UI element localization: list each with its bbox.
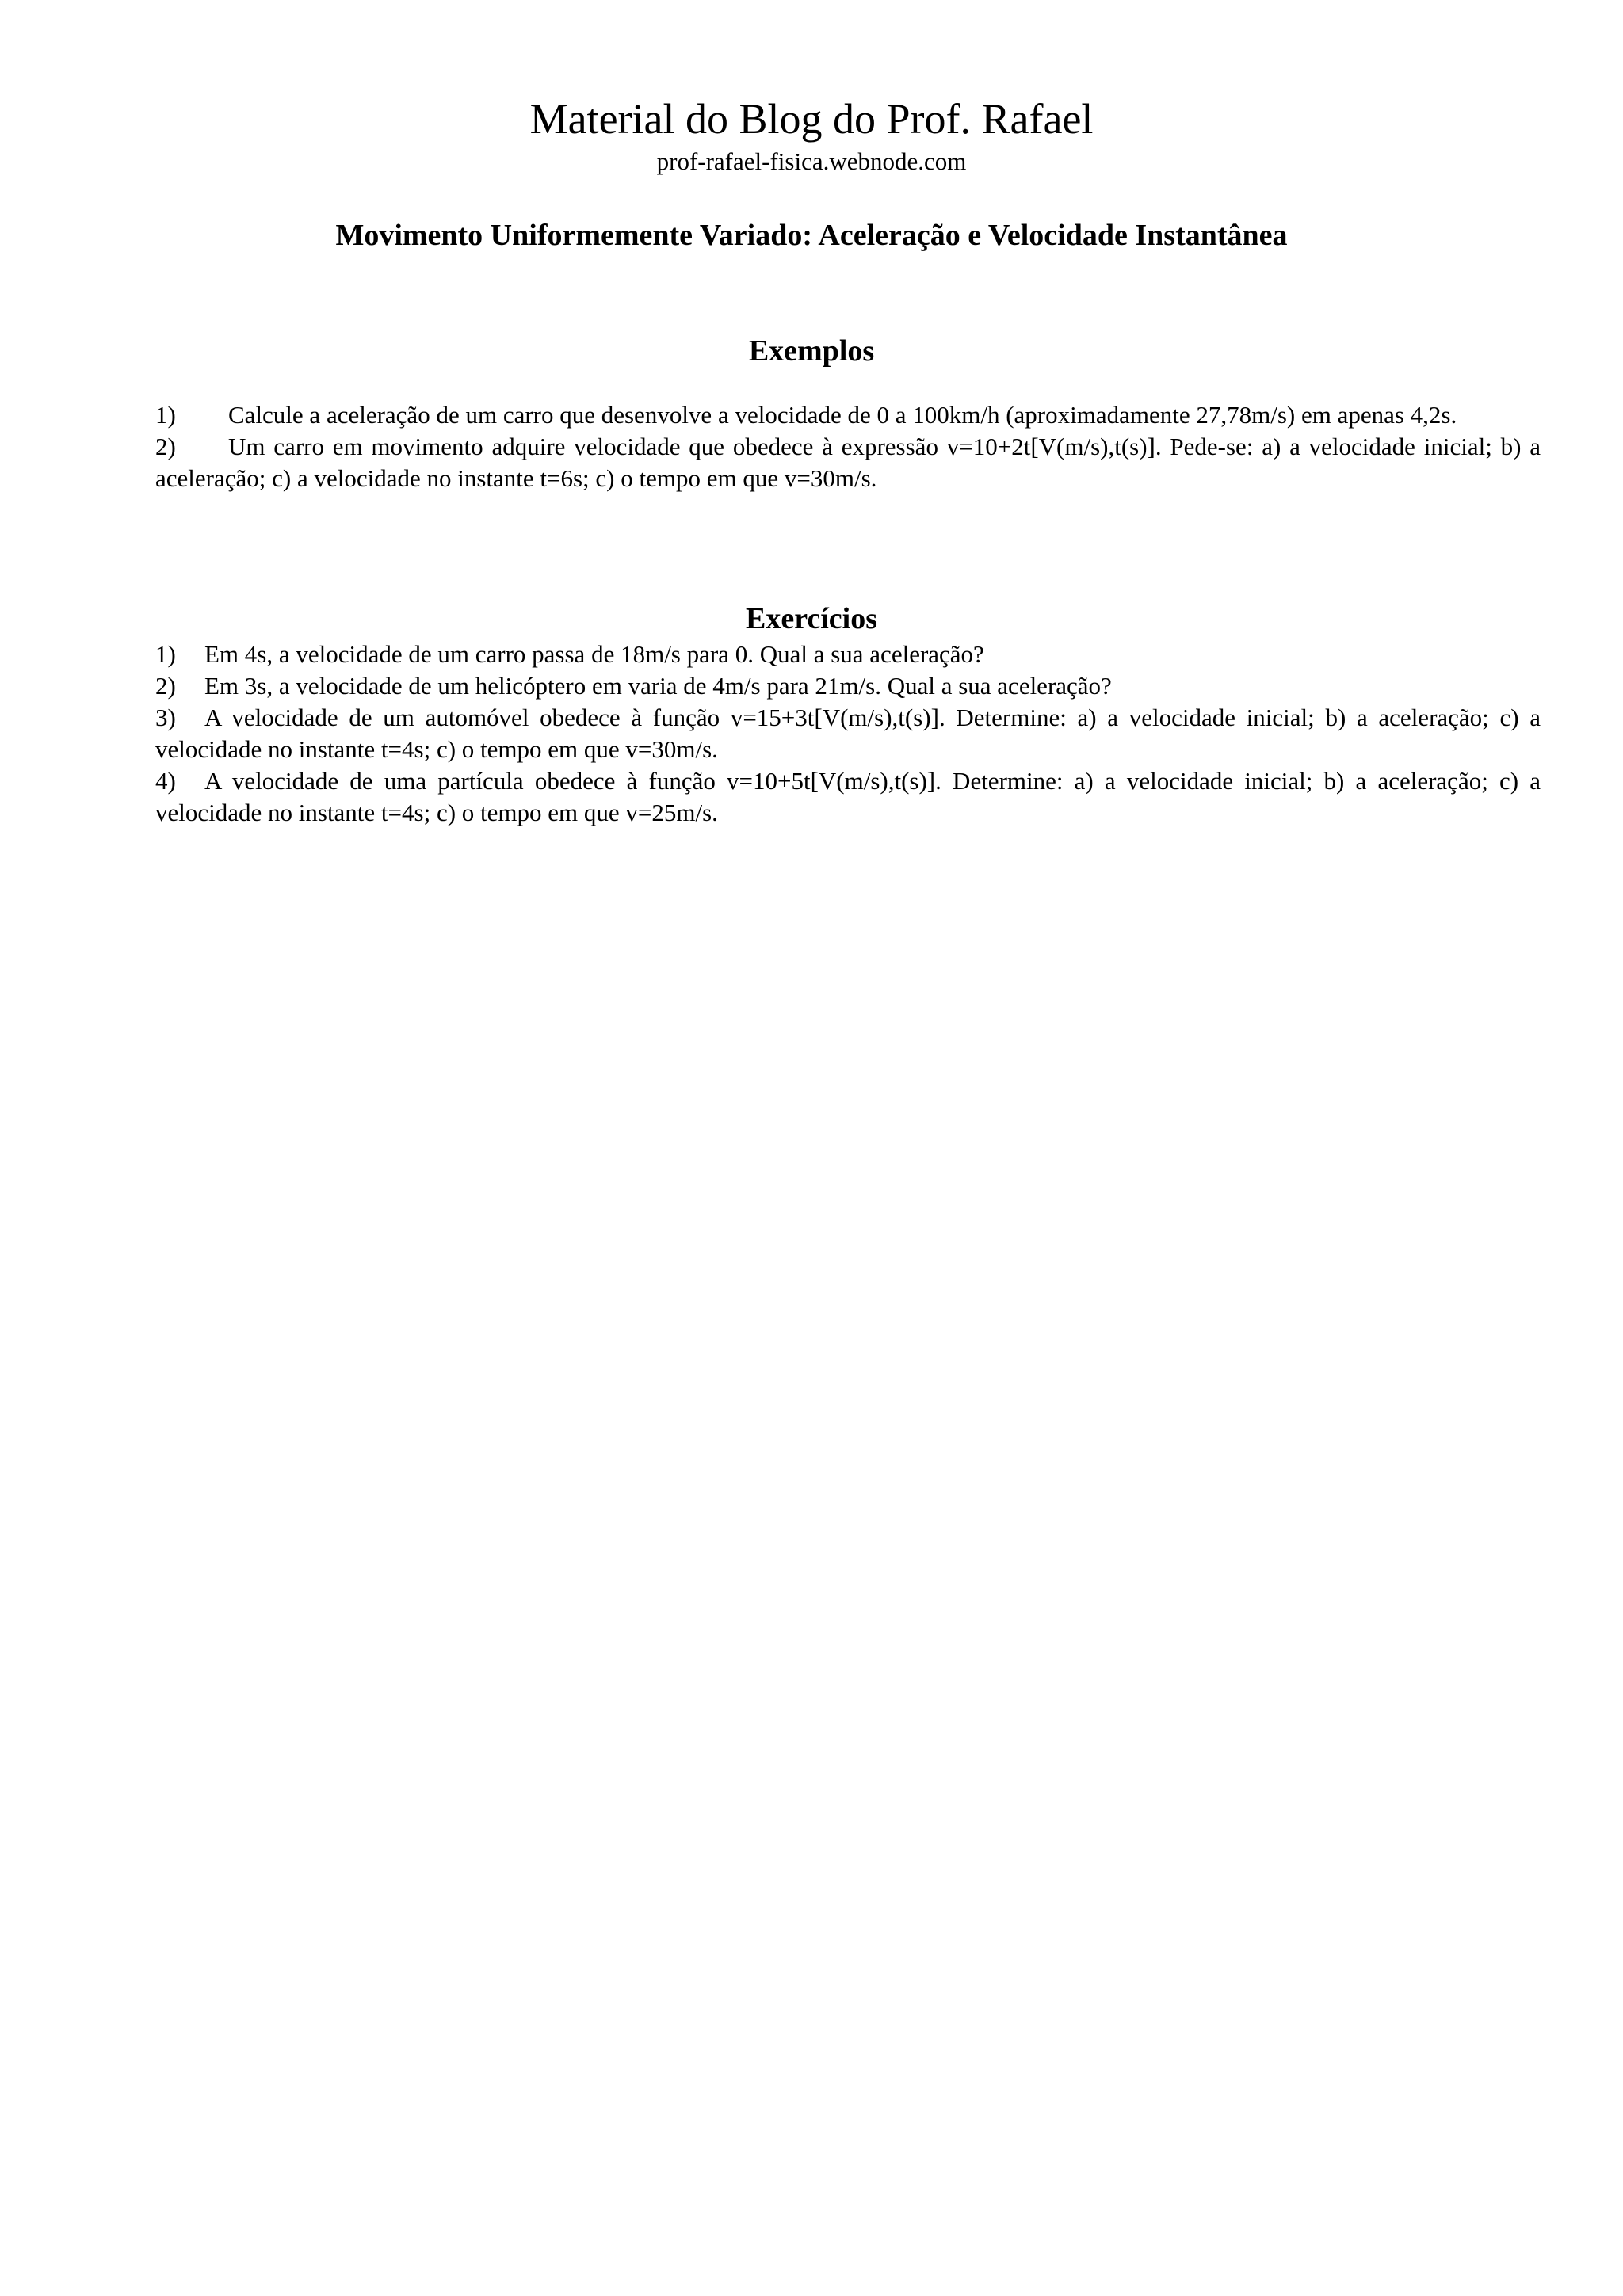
exercise-text: Em 3s, a velocidade de um helicóptero em varia de 4m/s para 21m/s. Qual a sua aceleração? <box>204 672 1112 700</box>
exercise-number: 4) <box>155 767 176 795</box>
exercise-text: Em 4s, a velocidade de um carro passa de 18m/s para 0. Qual a sua aceleração? <box>204 640 984 668</box>
exercise-number: 1) <box>155 640 176 668</box>
exercise-text: A velocidade de uma partícula obedece à função v=10+5t[V(m/s),t(s)]. Determine: a) a velocidade inicial; b) a aceleração; c) a velocidade no instante t=4s; c) o tempo em que v=25m/s. <box>155 767 1541 826</box>
example-text: Um carro em movimento adquire velocidade que obedece à expressão v=10+2t[V(m/s),t(s)]. Pede-se: a) a velocidade inicial; b) a aceleração; c) a velocidade no instante t=6s; c) o tempo em que v=30m/s. <box>155 433 1541 492</box>
example-item-1 <box>155 399 1541 431</box>
example-number: 2) <box>155 433 176 460</box>
exercise-number: 2) <box>155 672 176 700</box>
examples-heading: Exemplos <box>748 334 875 368</box>
exercise-item-1 <box>155 639 1541 670</box>
exercise-item-2 <box>155 670 1541 702</box>
exercise-text: A velocidade de um automóvel obedece à função v=15+3t[V(m/s),t(s)]. Determine: a) a velocidade inicial; b) a aceleração; c) a velocidade no instante t=4s; c) o tempo em que v=30m/s. <box>155 704 1541 763</box>
document-title: Material do Blog do Prof. Rafael <box>529 95 1094 143</box>
example-text: Calcule a aceleração de um carro que desenvolve a velocidade de 0 a 100km/h (aproximadamente 27,78m/s) em apenas 4,2s. <box>228 401 1457 429</box>
blog-address: prof-rafael-fisica.webnode.com <box>656 147 967 175</box>
exercise-item-4 <box>155 765 1541 829</box>
exercises-heading: Exercícios <box>745 602 878 635</box>
example-item-2 <box>155 431 1541 494</box>
examples-list <box>155 399 1541 494</box>
example-number: 1) <box>155 401 176 429</box>
exercise-number: 3) <box>155 704 176 731</box>
exercise-item-3 <box>155 702 1541 765</box>
exercises-list <box>155 639 1541 829</box>
document-subject: Movimento Uniformemente Variado: Aceleração e Velocidade Instantânea <box>335 219 1288 252</box>
